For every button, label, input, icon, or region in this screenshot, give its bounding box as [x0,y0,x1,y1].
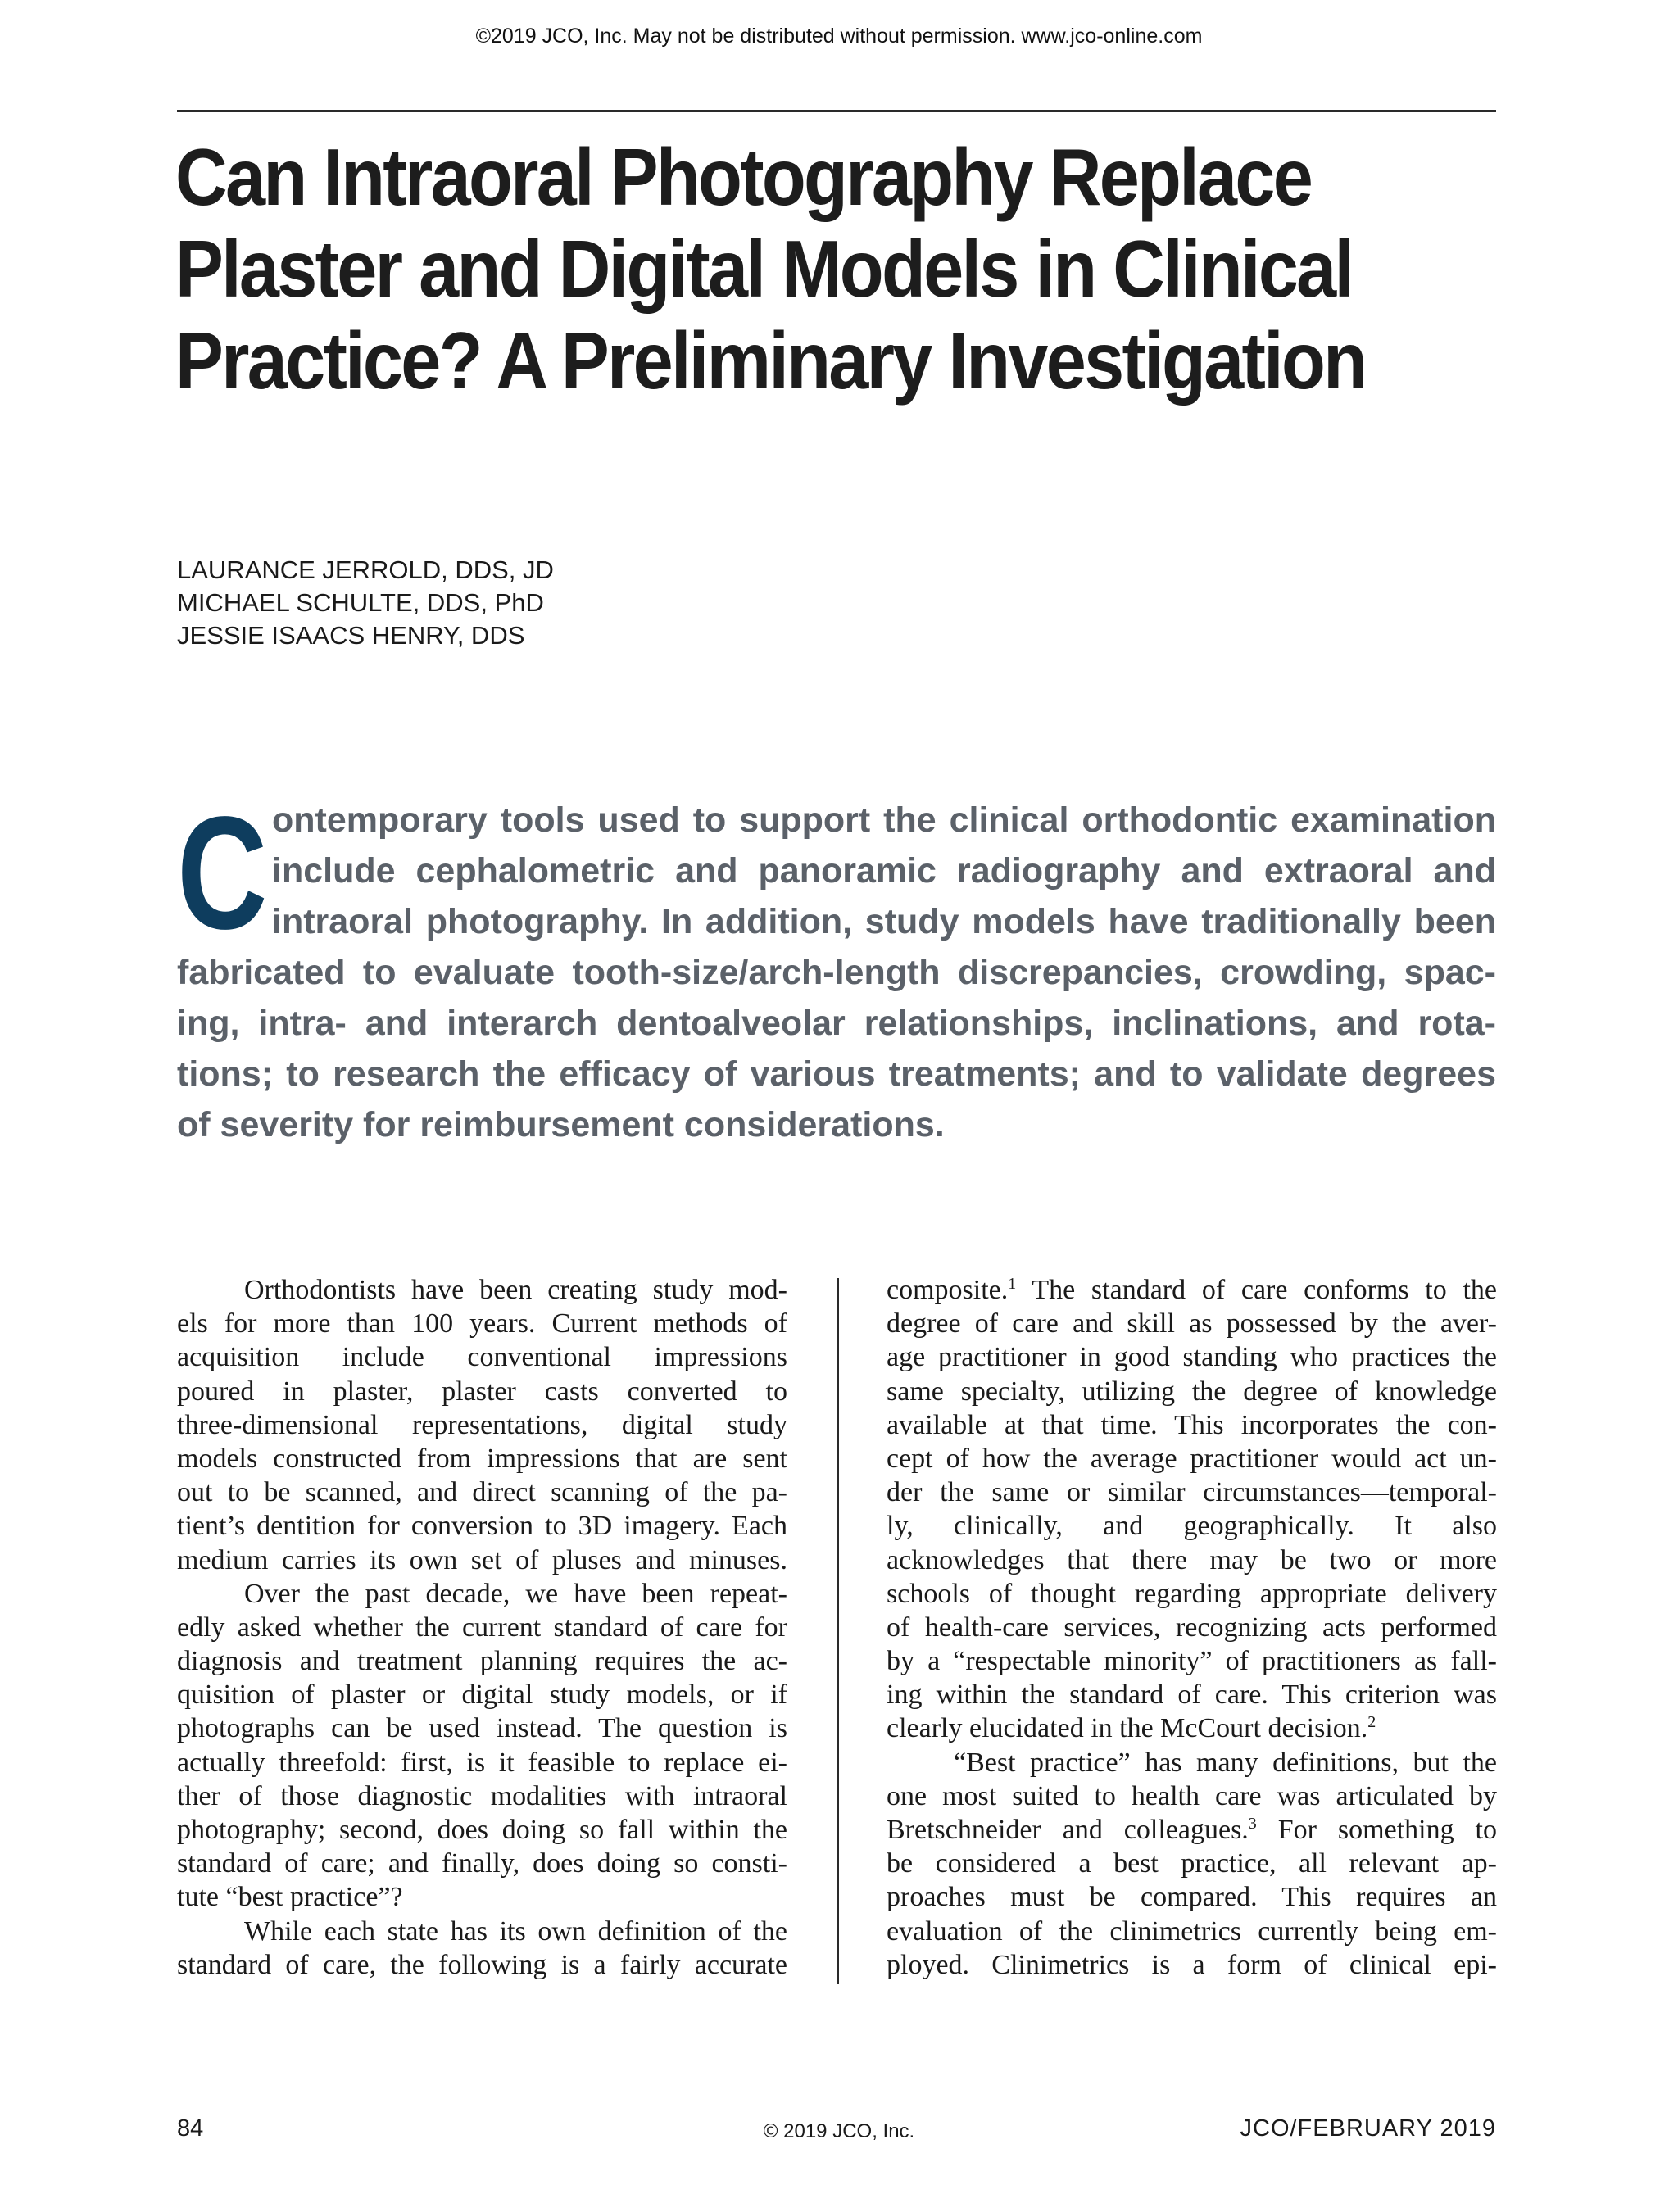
title-line: Practice? A Preliminary Investigation [175,315,1366,406]
author-list [177,554,554,652]
body-line: edly asked whether the current standard of care for [177,1611,787,1643]
body-text: The standard of care conforms to the [1016,1275,1497,1305]
body-line: Over the past decade, we have been repeat- [244,1578,787,1609]
body-line: one most suited to health care was articulated by [887,1780,1497,1811]
body-line: standard of care, the following is a fairly accurate [177,1949,787,1980]
column-divider [837,1278,839,1984]
body-line: quisition of plaster or digital study models, or if [177,1679,787,1711]
body-line: proaches must be compared. This requires an [887,1882,1497,1913]
author: MICHAEL SCHULTE, DDS, PhD [177,588,544,617]
author: LAURANCE JERROLD, DDS, JD [177,555,554,584]
body-line: ther of those diagnostic modalities with intraoral [177,1780,787,1811]
page-number: 84 [177,2115,204,2142]
copyright-notice: ©2019 JCO, Inc. May not be distributed without permission. www.jco-online.com [475,25,1203,48]
intro-line: intraoral photography. In addition, study models have traditionally been [272,902,1496,941]
body-line: ly, clinically, and geographically. It also [887,1511,1497,1542]
body-line: cept of how the average practitioner would act un- [887,1443,1497,1474]
body-line: three-dimensional representations, digital study [177,1409,787,1440]
body-line: photographs can be used instead. The question is [177,1713,787,1744]
body-text: Bretschneider and colleagues. [887,1815,1249,1845]
title-line: Plaster and Digital Models in Clinical [175,224,1353,314]
body-line: of health-care services, recognizing acts performed [887,1611,1497,1643]
body-line: Orthodontists have been creating study mod- [244,1275,787,1305]
citation-superscript: 1 [1008,1275,1017,1293]
body-line: actually threefold: first, is it feasible to replace ei- [177,1747,787,1778]
body-line: tient’s dentition for conversion to 3D imagery. Each [177,1511,787,1542]
body-line: degree of care and skill as possessed by the aver- [887,1308,1497,1339]
journal-issue: JCO/FEBRUARY 2019 [1240,2115,1496,2142]
drop-cap: C [177,783,268,963]
footer-copyright: © 2019 JCO, Inc. [763,2120,915,2142]
intro-line: of severity for reimbursement considerations. [177,1105,945,1145]
intro-line: ing, intra- and interarch dentoalveolar relationships, inclinations, and rota- [177,1004,1496,1043]
intro-line: include cephalometric and panoramic radiography and extraoral and [272,851,1496,891]
body-line: same specialty, utilizing the degree of knowledge [887,1376,1497,1407]
body-line: age practitioner in good standing who practices the [887,1342,1497,1373]
body-line: available at that time. This incorporates the con- [887,1409,1497,1440]
body-line: out to be scanned, and direct scanning of the pa- [177,1477,787,1508]
body-line: “Best practice” has many definitions, but the [954,1747,1497,1778]
intro-paragraph [177,783,1496,1150]
body-line: evaluation of the clinimetrics currently being em- [887,1915,1497,1947]
title-line: Can Intraoral Photography Replace [175,132,1312,222]
body-line: models constructed from impressions that are sent [177,1443,787,1474]
intro-line: ontemporary tools used to support the clinical orthodontic examination [272,800,1496,840]
body-line: acknowledges that there may be two or more [887,1544,1497,1575]
body-line: acquisition include conventional impressions [177,1342,787,1373]
body-line: schools of thought regarding appropriate delivery [887,1578,1497,1609]
body-text: composite. [887,1275,1009,1305]
body-text: clearly elucidated in the McCourt decision. [887,1713,1368,1744]
body-line: ing within the standard of care. This criterion was [887,1679,1497,1711]
intro-line: tions; to research the efficacy of various treatments; and to validate degrees [177,1054,1496,1094]
body-line: by a “respectable minority” of practitioners as fall- [887,1646,1497,1677]
body-text: For something to [1256,1815,1497,1845]
body-line: medium carries its own set of pluses and minuses. [177,1544,787,1575]
body-line: standard of care; and finally, does doing so consti- [177,1848,787,1879]
citation-superscript: 3 [1248,1815,1257,1833]
body-line: der the same or similar circumstances—temporal- [887,1477,1497,1508]
body-line: els for more than 100 years. Current methods of [177,1308,787,1339]
article-title [175,131,1385,406]
body-line: diagnosis and treatment planning requires the ac- [177,1646,787,1677]
body-line: tute “best practice”? [177,1882,403,1913]
body-line: poured in plaster, plaster casts converted to [177,1376,787,1407]
body-line [887,1813,1497,1847]
body-column-left [177,1273,787,1982]
body-column-right [887,1273,1497,1982]
body-line [887,1273,1497,1307]
header-rule [177,110,1496,112]
citation-superscript: 2 [1367,1713,1376,1732]
body-line: be considered a best practice, all relevant ap- [887,1848,1497,1879]
body-line: photography; second, does doing so fall within the [177,1815,787,1845]
intro-line: fabricated to evaluate tooth-size/arch-length discrepancies, crowding, spac- [177,953,1496,992]
body-line: ployed. Clinimetrics is a form of clinical epi- [887,1949,1497,1980]
author: JESSIE ISAACS HENRY, DDS [177,621,525,650]
body-line: While each state has its own definition of the [244,1915,787,1947]
body-line [887,1711,1497,1745]
